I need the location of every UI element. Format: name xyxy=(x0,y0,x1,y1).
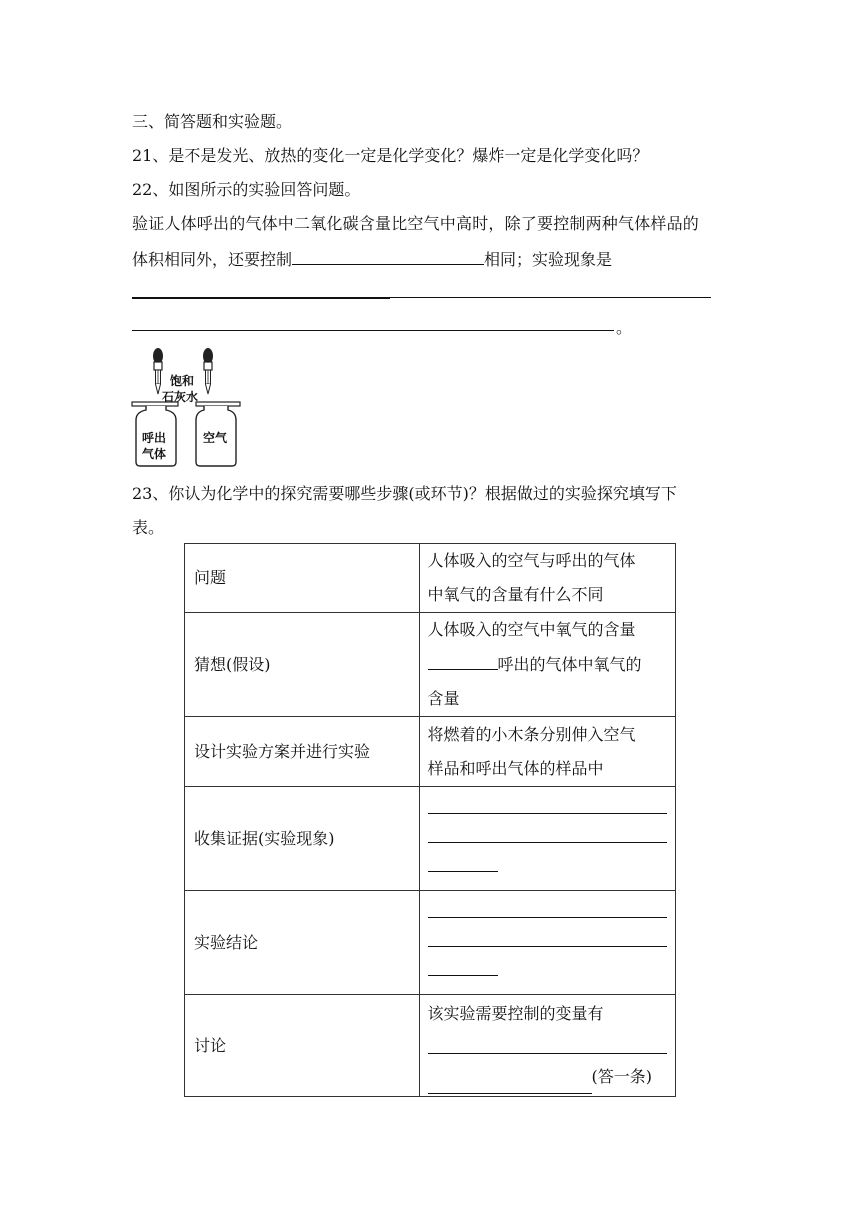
question-21: 21、是不是发光、放热的变化一定是化学变化？爆炸一定是化学变化吗？ xyxy=(132,146,649,165)
table-row-conclusion xyxy=(185,891,676,995)
figure-label-exhaled-2: 气体 xyxy=(142,447,167,461)
inquiry-table xyxy=(184,543,676,1097)
question-22-title: 22、如图所示的实验回答问题。 xyxy=(132,180,361,199)
design-line-2: 样品和呼出气体的样品中 xyxy=(427,758,604,778)
figure-label-limewater: 石灰水 xyxy=(162,390,199,404)
row-value-hypothesis xyxy=(419,613,675,717)
discussion-line-3 xyxy=(428,1060,667,1094)
evidence-blank-3[interactable] xyxy=(428,849,498,872)
hypothesis-line-2 xyxy=(428,647,667,682)
question-23-line-2: 表。 xyxy=(132,518,165,537)
conclusion-blank-3[interactable] xyxy=(428,953,498,976)
row-value-conclusion xyxy=(419,891,675,995)
q22-answer-rule-1b[interactable] xyxy=(390,297,711,298)
dropper-right-icon xyxy=(203,348,213,394)
conclusion-blank-1[interactable] xyxy=(428,895,667,918)
figure-label-air: 空气 xyxy=(203,431,228,445)
dropper-left-icon xyxy=(153,348,163,394)
figure-label-exhaled-1: 呼出 xyxy=(142,431,167,445)
q22-answer-rule-2[interactable] xyxy=(132,330,614,331)
hypothesis-line-2-text: 呼出的气体中氧气的 xyxy=(497,655,642,674)
design-line-1: 将燃着的小木条分别伸入空气 xyxy=(427,724,636,744)
discussion-blank-1[interactable] xyxy=(428,1031,667,1054)
q22-line2-after: 相同；实验现象是 xyxy=(484,250,613,269)
hypothesis-line-1: 人体吸入的空气中氧气的含量 xyxy=(427,620,636,639)
figure-label-saturated: 饱和 xyxy=(170,374,195,388)
q22-line2-before: 体积相同外，还要控制 xyxy=(132,250,293,269)
table-row-discussion xyxy=(185,995,676,1097)
discussion-line-1: 该实验需要控制的变量有 xyxy=(427,1004,604,1023)
question-22-line-1: 验证人体呼出的气体中二氧化碳含量比空气中高时，除了要控制两种气体样品的 xyxy=(132,214,700,233)
row-key-discussion: 讨论 xyxy=(185,995,420,1097)
row-value-question xyxy=(419,544,675,613)
discussion-blank-2[interactable] xyxy=(428,1071,592,1094)
question-line-2: 中氧气的含量有什么不同 xyxy=(427,585,604,604)
conclusion-blank-2[interactable] xyxy=(428,924,667,947)
table-row-evidence xyxy=(185,787,676,891)
table-row-question xyxy=(185,544,676,613)
row-key-conclusion: 实验结论 xyxy=(185,891,420,995)
question-23-line-1: 23、你认为化学中的探究需要哪些步骤(或环节)？根据做过的实验探究填写下 xyxy=(132,484,677,503)
row-value-design xyxy=(419,717,675,787)
hypothesis-line-3: 含量 xyxy=(427,689,460,708)
hypothesis-blank[interactable] xyxy=(428,647,498,670)
row-key-hypothesis: 猜想(假设) xyxy=(185,613,420,717)
question-line-1: 人体吸入的空气与呼出的气体 xyxy=(427,551,636,570)
row-key-design: 设计实验方案并进行实验 xyxy=(185,717,420,787)
limewater-experiment-figure xyxy=(130,346,242,468)
q22-end-mark: 。 xyxy=(616,318,633,337)
evidence-blank-2[interactable] xyxy=(428,820,667,843)
table-row-hypothesis xyxy=(185,613,676,717)
table-row-design xyxy=(185,717,676,787)
row-key-question: 问题 xyxy=(185,544,420,613)
discussion-answer-one: (答一条) xyxy=(591,1067,653,1086)
question-22-line-2 xyxy=(132,248,612,270)
row-key-evidence: 收集证据(实验现象) xyxy=(185,787,420,891)
row-value-evidence xyxy=(419,787,675,891)
row-value-discussion xyxy=(419,995,675,1097)
q22-blank-control[interactable] xyxy=(292,248,484,265)
section-title: 三、简答题和实验题。 xyxy=(132,112,293,131)
evidence-blank-1[interactable] xyxy=(428,791,667,814)
q22-answer-rule-1a[interactable] xyxy=(132,297,390,299)
